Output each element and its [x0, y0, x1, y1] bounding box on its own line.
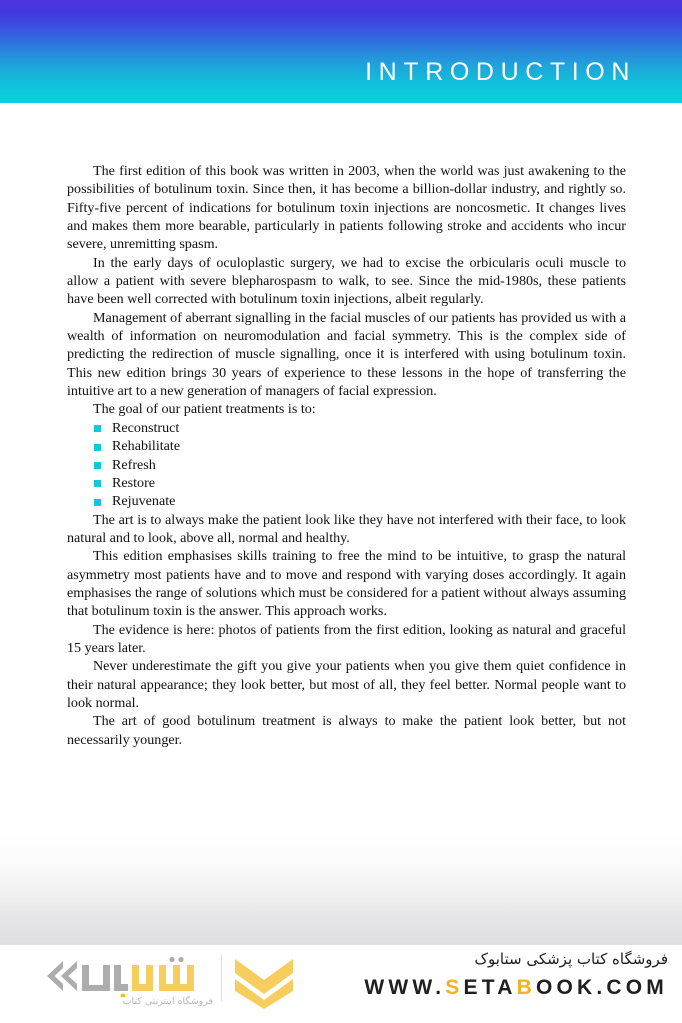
url-segment-highlight: B	[516, 976, 536, 999]
url-segment: OOK.COM	[535, 976, 668, 999]
square-bullet-icon	[94, 462, 101, 469]
paragraph: The art is to always make the patient look like they have not interfered with their face, to look natural and to look, above all, normal and healthy.	[67, 511, 626, 546]
url-segment: WWW.	[364, 976, 446, 999]
setabook-wordmark-icon	[33, 955, 213, 997]
paragraph: Never underestimate the gift you give your patients when you give them quiet confidence in their natural appearance; they look better, but most of all, they feel better. Normal people want to look normal.	[67, 658, 626, 711]
page-footer	[0, 945, 682, 1023]
square-bullet-icon	[94, 444, 101, 451]
list-item	[67, 492, 626, 510]
setabook-logo-caption: فروشگاه اینترنتی کتاب	[122, 996, 213, 1007]
list-item	[67, 456, 626, 474]
footer-website-url[interactable]	[248, 976, 668, 1000]
list-item-label: Refresh	[112, 456, 156, 473]
paragraph: The art of good botulinum treatment is always to make the patient look better, but not necessarily younger.	[67, 713, 626, 748]
document-body	[67, 162, 626, 749]
url-segment-highlight: S	[445, 976, 464, 999]
url-segment: ETA	[463, 976, 517, 999]
page-bottom-shadow	[0, 832, 682, 945]
list-item	[67, 474, 626, 492]
square-bullet-icon	[94, 480, 101, 487]
logo-divider	[221, 955, 222, 1001]
list-item	[67, 419, 626, 437]
list-item-label: Restore	[112, 474, 156, 491]
paragraph: In the early days of oculoplastic surgery, we had to excise the orbicularis oculi muscle to allow a patient with severe blepharospasm to walk, to see. Since the mid-1980s, these patients have been well corrected with botulinum toxin injections, albeit regularly.	[67, 254, 626, 308]
page-title: INTRODUCTION	[365, 58, 636, 86]
footer-tagline: فروشگاه کتاب پزشکی ستابوک	[474, 950, 668, 968]
list-item-label: Rejuvenate	[112, 493, 176, 510]
paragraph-list-lead-in: The goal of our patient treatments is to:	[93, 401, 316, 418]
square-bullet-icon	[94, 425, 101, 432]
page-header-banner	[0, 0, 682, 103]
paragraph: The evidence is here: photos of patients from the first edition, looking as natural and graceful 15 years later.	[67, 621, 626, 656]
treatment-goals-list	[67, 419, 626, 511]
square-bullet-icon	[94, 499, 101, 506]
paragraph: Management of aberrant signalling in the facial muscles of our patients has provided us with a wealth of information on neuromodulation and facial symmetry. This is the complex side of predicting the redirection of muscle signalling, once it is interfered with using botulinum toxin. This new edition brings 30 years of experience to these lessons in the hope of transferring the intuitive art to a new generation of managers of facial expression.	[67, 309, 626, 400]
footer-text-block	[248, 947, 668, 1000]
list-item-label: Rehabilitate	[112, 438, 181, 455]
paragraph: The first edition of this book was written in 2003, when the world was just awakening to the possibilities of botulinum toxin. Since then, it has become a billion-dollar industry, and rightly so. Fifty-five percent of indications for botulinum toxin injections are noncosmetic. It changes lives and makes them more bearable, particularly in patients following stroke and accidents who incur severe, unremitting spasm.	[67, 163, 626, 253]
list-item	[67, 437, 626, 455]
list-item-label: Reconstruct	[112, 419, 180, 436]
paragraph: This edition emphasises skills training to free the mind to be intuitive, to grasp the natural asymmetry most patients have and to move and respond with varying doses accordingly. It again emphasises the range of solutions which must be considered for a patient without always assuming that botulinum toxin is the answer. This approach works.	[67, 548, 626, 620]
